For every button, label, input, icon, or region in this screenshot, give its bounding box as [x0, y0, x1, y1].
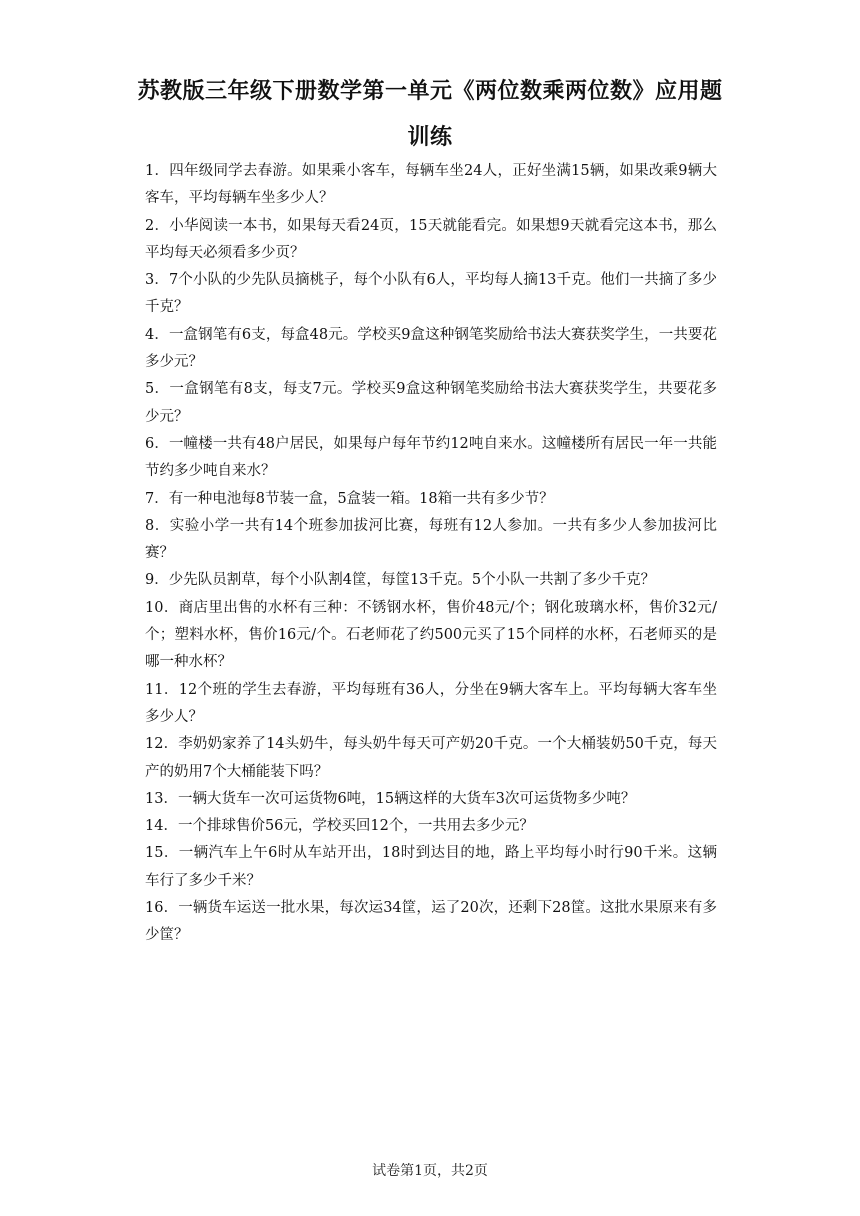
question-number: 7． — [145, 490, 169, 507]
question-item — [145, 322, 717, 377]
question-item — [145, 786, 717, 813]
question-text: 7个小队的少先队员摘桃子，每个小队有6人，平均每人摘13千克。他们一共摘了多少千克？ — [145, 272, 717, 316]
question-text: 四年级同学去春游。如果乘小客车，每辆车坐24人，正好坐满15辆，如果改乘9辆大客车，平均每辆车坐多少人？ — [145, 163, 718, 207]
question-text: 一辆汽车上午6时从车站开出，18时到达目的地，路上平均每小时行90千米。这辆车行了多少千米？ — [145, 845, 718, 889]
question-text: 李奶奶家养了14头奶牛，每头奶牛每天可产奶20千克。一个大桶装奶50千克，每天产的奶用7个大桶能装下吗？ — [145, 736, 717, 780]
question-item — [145, 731, 717, 786]
question-text: 一个排球售价56元，学校买回12个，一共用去多少元？ — [177, 818, 534, 835]
page-footer: 试卷第1页，共2页 — [372, 1163, 488, 1179]
question-number: 14． — [145, 818, 178, 835]
question-number: 12． — [145, 736, 179, 753]
question-number: 11． — [145, 681, 179, 698]
question-item — [145, 677, 717, 732]
page-title-continued: 训练 — [407, 125, 453, 150]
question-number: 10． — [145, 599, 179, 616]
question-item — [145, 376, 717, 431]
question-item — [145, 267, 717, 322]
question-text: 小华阅读一本书，如果每天看24页，15天就能看完。如果想9天就看完这本书，那么平均每天必须看多少页？ — [145, 217, 718, 261]
question-item — [145, 513, 717, 568]
question-list — [145, 158, 717, 950]
question-item — [145, 158, 717, 213]
question-item — [145, 213, 717, 268]
question-text: 少先队员割草，每个小队割4筐，每筐13千克。5个小队一共割了多少千克？ — [168, 572, 656, 589]
question-number: 3． — [145, 272, 169, 289]
question-number: 9． — [145, 572, 169, 589]
page-title: 苏教版三年级下册数学第一单元《两位数乘两位数》应用题 — [137, 79, 723, 104]
question-item — [145, 486, 717, 513]
question-text: 一辆大货车一次可运货物6吨，15辆这样的大货车3次可运货物多少吨？ — [177, 790, 636, 807]
question-item — [145, 840, 717, 895]
question-number: 8． — [145, 517, 170, 534]
question-item — [145, 595, 717, 677]
question-item — [145, 895, 717, 950]
question-number: 5． — [145, 381, 170, 398]
question-text: 有一种电池每8节装一盒，5盒装一箱。18箱一共有多少节？ — [168, 490, 554, 507]
question-number: 1． — [145, 163, 170, 179]
question-text: 一盒钢笔有6支，每盒48元。学校买9盒这种钢笔奖励给书法大赛获奖学生，一共要花多少元？ — [145, 326, 717, 371]
question-number: 16． — [145, 900, 179, 917]
question-item — [145, 567, 717, 594]
question-text: 一辆货车运送一批水果，每次运34筐，运了20次，还剩下28筐。这批水果原来有多少筐？ — [145, 900, 717, 944]
question-text: 12个班的学生去春游，平均每班有36人，分坐在9辆大客车上。平均每辆大客车坐多少人？ — [145, 681, 718, 725]
question-number: 13． — [145, 790, 178, 807]
question-text: 一幢楼一共有48户居民，如果每户每年节约12吨自来水。这幢楼所有居民一年一共能节约多少吨自来水？ — [145, 435, 717, 480]
question-number: 15． — [145, 845, 179, 862]
question-number: 2． — [145, 217, 170, 234]
question-item — [145, 431, 717, 486]
question-text: 一盒钢笔有8支，每支7元。学校买9盒这种钢笔奖励给书法大赛获奖学生，共要花多少元？ — [145, 381, 717, 425]
question-item — [145, 813, 717, 840]
question-number: 6． — [145, 435, 169, 452]
question-number: 4． — [145, 326, 169, 343]
question-text: 实验小学一共有14个班参加拔河比赛，每班有12人参加。一共有多少人参加拔河比赛？ — [145, 517, 717, 562]
question-text: 商店里出售的水杯有三种：不锈钢水杯，售价48元/个；钢化玻璃水杯，售价32元/个；塑料水杯，售价16元/个。石老师花了约500元买了15个同样的水杯，石老师买的是哪一种水杯？ — [145, 599, 718, 671]
